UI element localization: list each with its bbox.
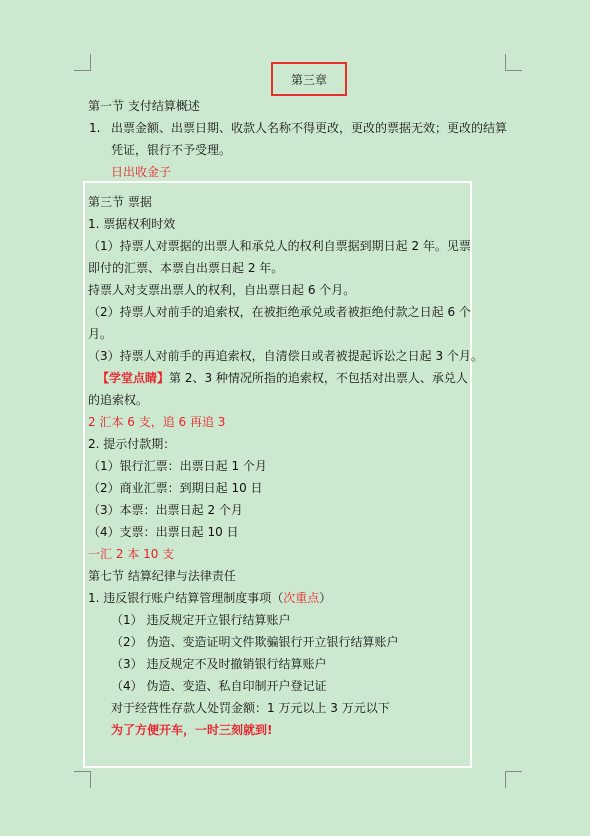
chapter-title-box [271, 62, 347, 96]
section1-item1-number: 1. [89, 121, 101, 135]
payment-period-1: （1）银行汇票：出票日起 1 个月 [88, 459, 267, 473]
section7-mnemonic: 为了方便开车，一时三刻就到! [111, 723, 273, 737]
violation-1: （1） 违反规定开立银行结算账户 [111, 613, 291, 627]
section3-p1-line2: 即付的汇票、本票自出票日起 2 年。 [88, 261, 284, 275]
section7-item1-text: 1. 违反银行账户结算管理制度事项（ [88, 591, 284, 605]
page-corner-mark-top-right [505, 54, 522, 71]
section7-item1 [88, 591, 331, 605]
section3-mnemonic1: 2 汇本 6 支，追 6 再追 3 [88, 415, 226, 429]
section3-p2-line1: （2）持票人对前手的追索权，在被拒绝承兑或者被拒绝付款之日起 6 个 [88, 305, 471, 319]
section3-tip-line2: 的追索权。 [88, 393, 149, 407]
tip-label: 【学堂点睛】 [97, 371, 170, 385]
chapter-title: 第三章 [290, 72, 327, 87]
section1-item1-line2: 凭证，银行不予受理。 [111, 143, 232, 157]
tip-text: 第 2、3 种情况所指的追索权，不包括对出票人、承兑人 [169, 371, 468, 385]
section3-mnemonic2: 一汇 2 本 10 支 [88, 547, 175, 561]
payment-period-3: （3）本票：出票日起 2 个月 [88, 503, 243, 517]
payment-period-4: （4）支票：出票日起 10 日 [88, 525, 239, 539]
fine-amount: 对于经营性存款人处罚金额：1 万元以上 3 万元以下 [111, 701, 390, 715]
page-corner-mark-bottom-right [505, 771, 522, 788]
section7-item1-close: ） [319, 591, 332, 605]
page-corner-mark-bottom-left [74, 771, 91, 788]
payment-period-2: （2）商业汇票：到期日起 10 日 [88, 481, 263, 495]
section1-heading: 第一节 支付结算概述 [88, 99, 200, 113]
section3-p1-line1: （1）持票人对票据的出票人和承兑人的权利自票据到期日起 2 年。见票 [88, 239, 471, 253]
section7-heading: 第七节 结算纪律与法律责任 [88, 569, 236, 583]
section3-tip-line1 [97, 371, 468, 385]
section1-mnemonic: 日出收金子 [111, 165, 172, 179]
section3-p3-line1: （3）持票人对前手的再追索权，自清偿日或者被提起诉讼之日起 3 个月。 [88, 349, 483, 363]
section3-sub1: 1. 票据权利时效 [88, 217, 176, 231]
section3-sub2: 2. 提示付款期： [88, 437, 176, 451]
page-corner-mark-top-left [74, 54, 91, 71]
section1-item1-line1: 出票金额、出票日期、收款人名称不得更改，更改的票据无效；更改的结算 [111, 121, 508, 135]
section3-heading: 第三节 票据 [88, 195, 152, 209]
violation-2: （2） 伪造、变造证明文件欺骗银行开立银行结算账户 [111, 635, 399, 649]
violation-3: （3） 违反规定不及时撤销银行结算账户 [111, 657, 327, 671]
section3-p2-line2: 月。 [88, 327, 113, 341]
section3-p1-line3: 持票人对支票出票人的权利，自出票日起 6 个月。 [88, 283, 356, 297]
violation-4: （4） 伪造、变造、私自印制开户登记证 [111, 679, 327, 693]
key-point-label: 次重点 [283, 591, 320, 605]
